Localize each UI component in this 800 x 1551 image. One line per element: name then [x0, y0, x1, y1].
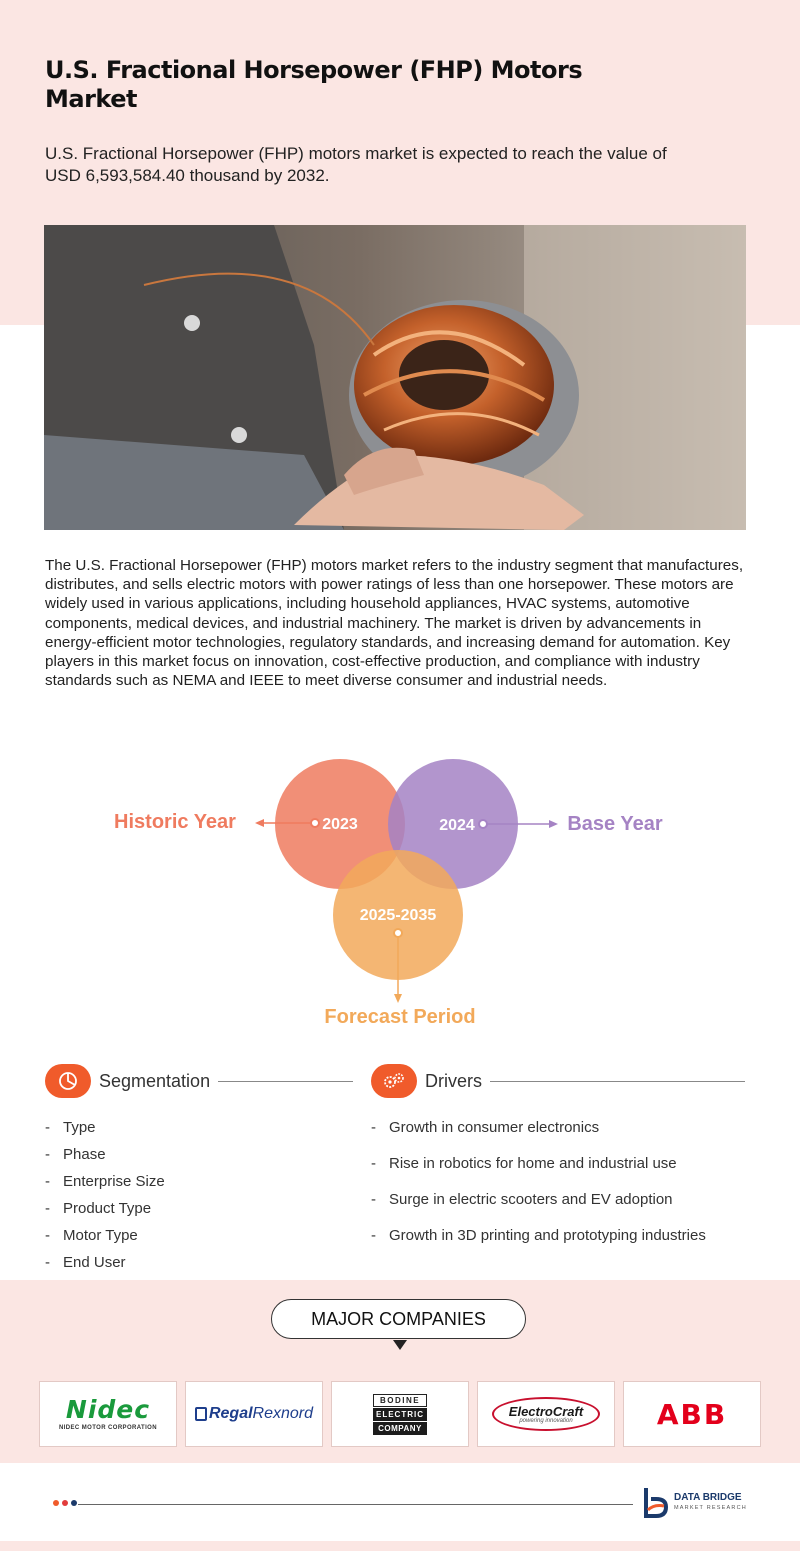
abb-logo-mark: ABB [656, 1397, 728, 1431]
list-item: - Type [45, 1119, 96, 1136]
list-item: - Rise in robotics for home and industrial use [371, 1155, 677, 1172]
drivers-header [371, 1064, 745, 1098]
market-summary: U.S. Fractional Horsepower (FHP) motors market is expected to reach the value of USD 6,593,584.40 thousand by 2032. [45, 144, 667, 185]
electrocraft-logo-sub: powering innovation [519, 1417, 573, 1424]
logo-abb [623, 1381, 761, 1447]
electrocraft-swoosh-icon [492, 1397, 600, 1431]
market-description: The U.S. Fractional Horsepower (FHP) motors market refers to the industry segment that manufactures, distributes, and sells electric motors with power ratings of less than one horsepower. These motors are widely used in various applications, including household appliances, HVAC systems, automotive components, medical devices, and industrial machinery. The market is driven by advancements in energy-efficient motor technologies, regulatory standards, and increasing demand for automation. Key players in this market focus on innovation, cost-effective production, and compliance with industry standards such as NEMA and IEEE to meet diverse consumer and industrial needs. [45, 557, 744, 690]
dot-icon [62, 1500, 68, 1506]
historic-arrow-icon [255, 819, 264, 827]
regal-logo-mark-a: Regal [208, 1405, 253, 1422]
segmentation-list [45, 1119, 165, 1281]
forecast-arrow-icon [394, 994, 402, 1003]
motor-stator-illustration [44, 225, 746, 530]
regal-r-icon [195, 1407, 207, 1421]
list-item: - Enterprise Size [45, 1173, 165, 1190]
pie-chart-icon [45, 1064, 91, 1098]
base-arrow-icon [549, 820, 558, 828]
historic-year-value: 2023 [322, 816, 358, 833]
bottom-strip [0, 1541, 800, 1551]
historic-year-label: Historic Year [114, 811, 236, 833]
brand-name: DATA BRIDGE [674, 1492, 742, 1503]
logo-bodine [331, 1381, 469, 1447]
venn-svg [0, 740, 800, 1040]
brand-subtitle: MARKET RESEARCH [674, 1505, 747, 1511]
dot-icon [71, 1500, 77, 1506]
major-companies-title: MAJOR COMPANIES [271, 1299, 526, 1339]
footer-divider [78, 1504, 633, 1505]
list-item: - Motor Type [45, 1227, 138, 1244]
nidec-logo-mark: Nidec [65, 1395, 151, 1424]
bodine-line-2: ELECTRIC [373, 1408, 427, 1421]
segmentation-header [45, 1064, 353, 1098]
forecast-period-value: 2025-2035 [359, 907, 437, 924]
nidec-logo-sub: NIDEC MOTOR CORPORATION [59, 1425, 157, 1431]
list-item: - Growth in 3D printing and prototyping industries [371, 1227, 706, 1244]
segmentation-divider [218, 1081, 353, 1082]
drivers-title: Drivers [425, 1070, 482, 1091]
data-bridge-b-icon [642, 1486, 668, 1520]
timeline-venn-diagram [0, 740, 800, 1040]
logo-nidec [39, 1381, 177, 1447]
bodine-line-3: COMPANY [373, 1422, 427, 1435]
bodine-line-1: BODINE [373, 1394, 427, 1407]
base-year-value: 2024 [439, 817, 475, 834]
data-bridge-logo [642, 1486, 747, 1520]
logo-regal-rexnord [185, 1381, 323, 1447]
list-item: - Surge in electric scooters and EV adoption [371, 1191, 673, 1208]
list-item: - Growth in consumer electronics [371, 1119, 600, 1136]
dot-icon [53, 1500, 59, 1506]
drivers-divider [490, 1081, 745, 1082]
down-arrow-icon [393, 1340, 407, 1350]
gears-icon [371, 1064, 417, 1098]
base-year-label: Base Year [567, 813, 663, 835]
forecast-period-label: Forecast Period [324, 1006, 476, 1028]
segmentation-title: Segmentation [99, 1070, 211, 1091]
page-title: U.S. Fractional Horsepower (FHP) Motors Market [45, 56, 583, 113]
footer-dots [53, 1500, 77, 1506]
logo-electrocraft [477, 1381, 615, 1447]
regal-logo-mark-b: Rexnord [252, 1405, 314, 1422]
drivers-list [371, 1119, 706, 1263]
list-item: - End User [45, 1254, 126, 1271]
list-item: - Phase [45, 1146, 106, 1163]
hero-image-motor-stator [44, 225, 746, 530]
list-item: - Product Type [45, 1200, 152, 1217]
electrocraft-logo-mark: ElectroCraft [508, 1403, 584, 1419]
